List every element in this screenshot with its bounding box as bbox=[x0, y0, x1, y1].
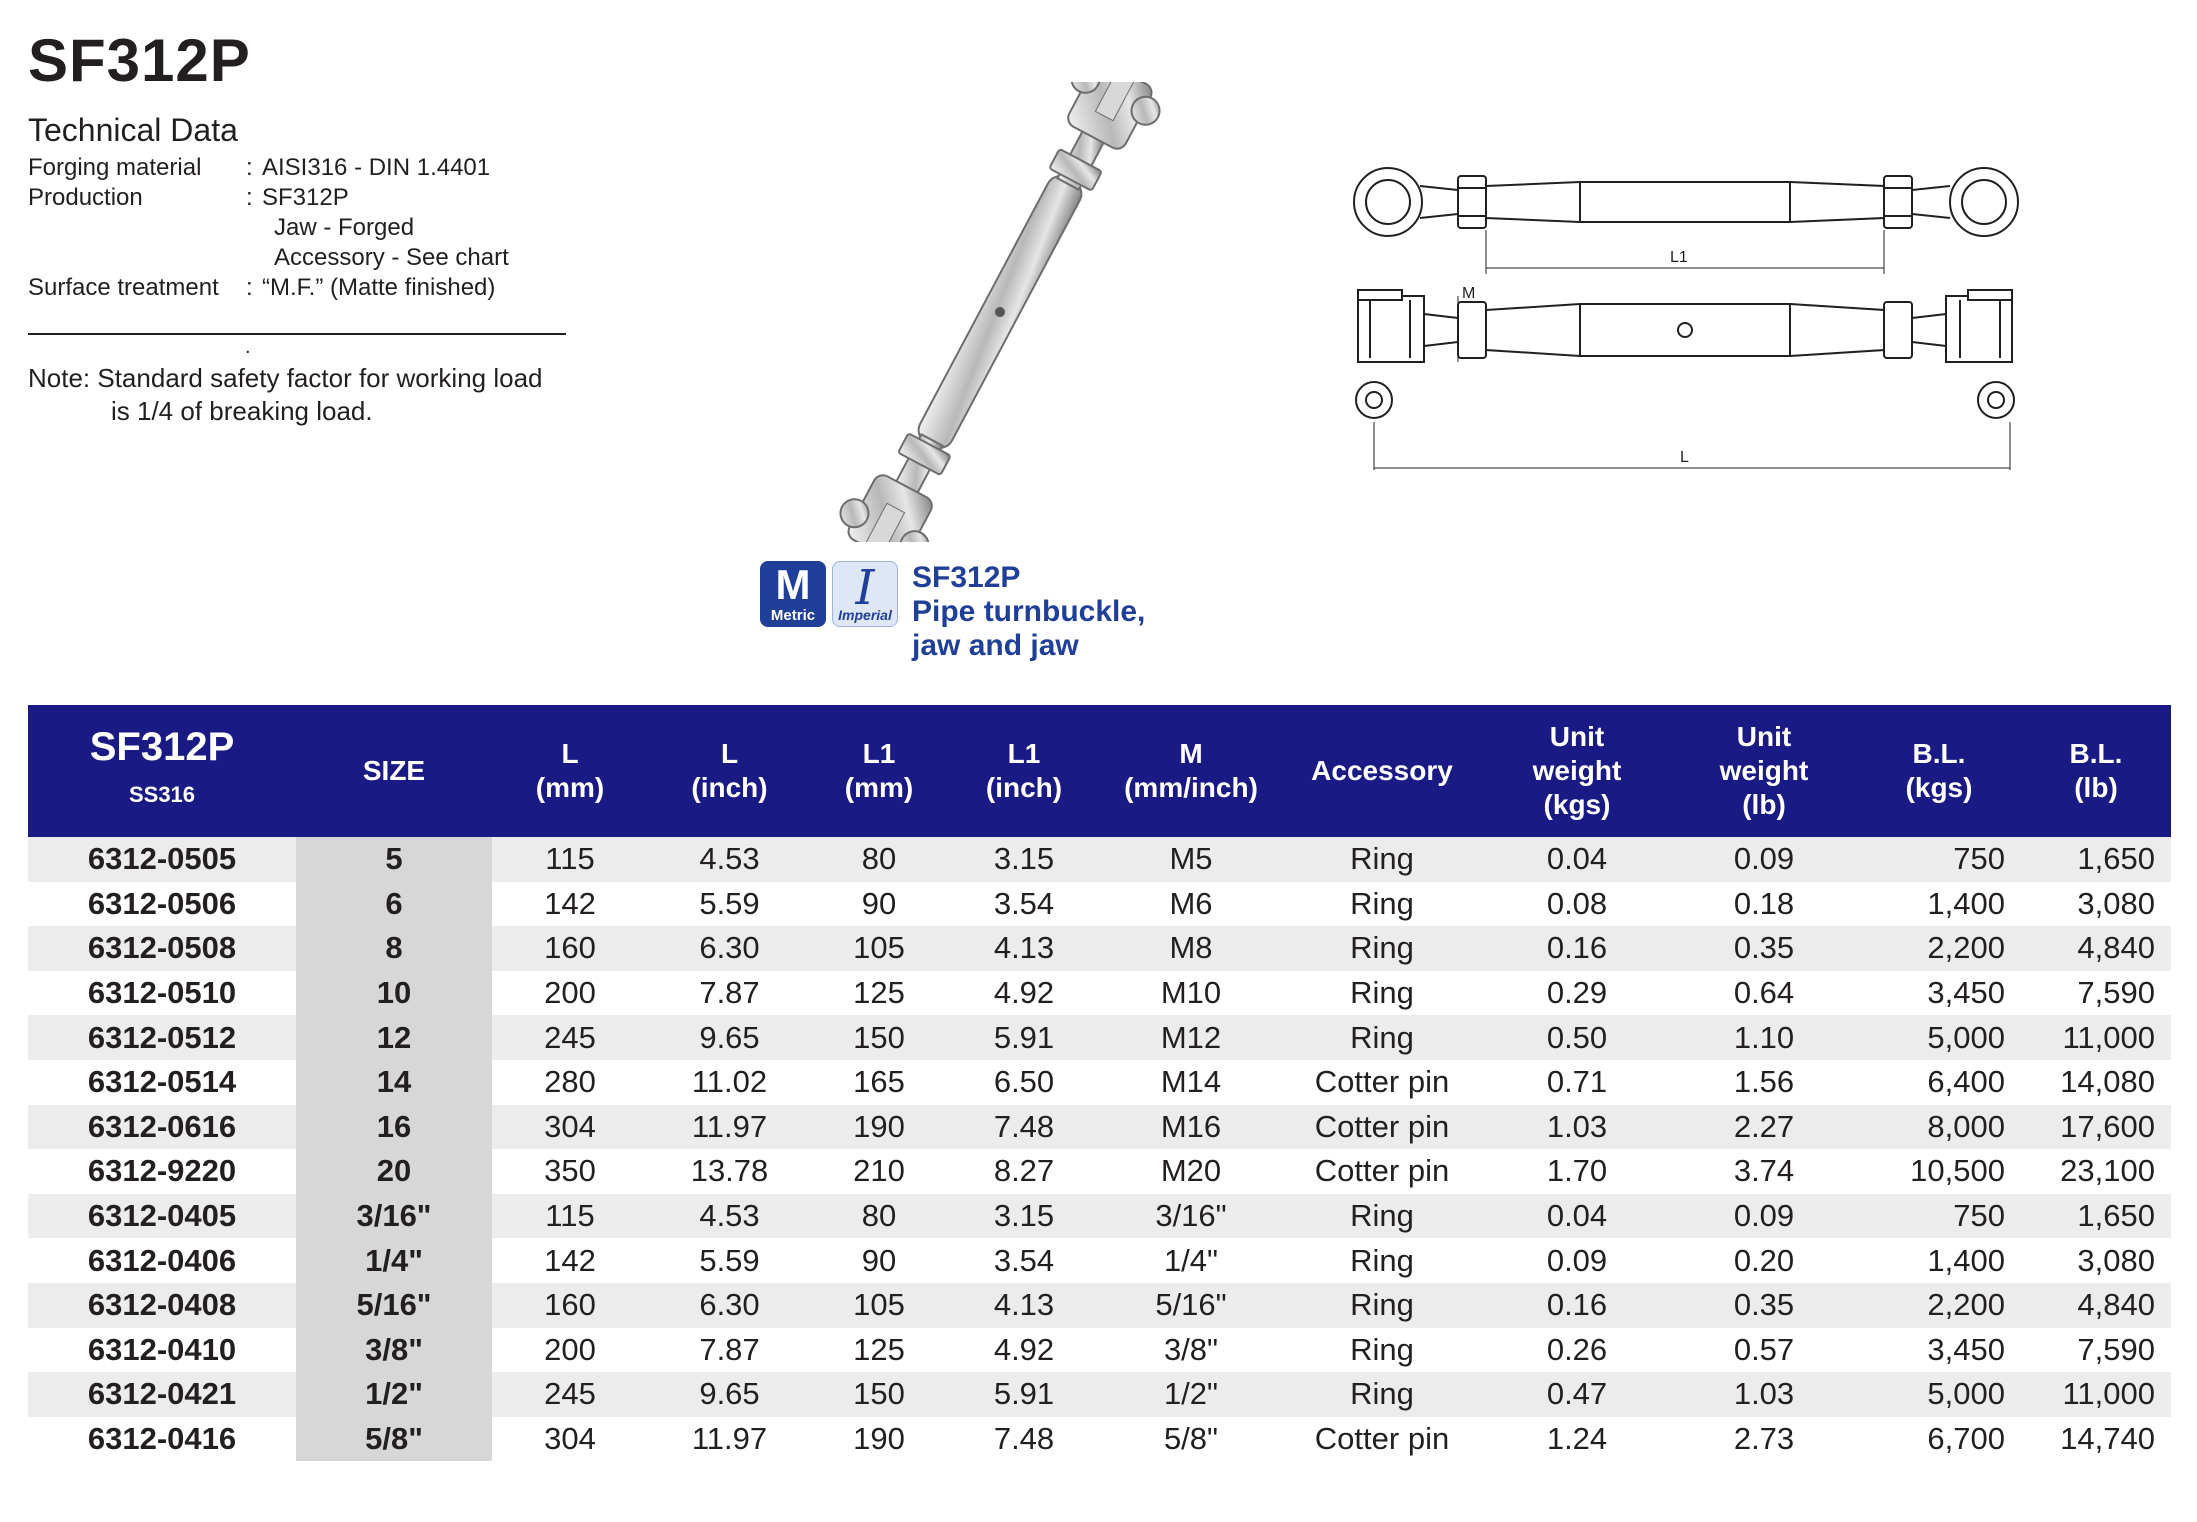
cell-m: M20 bbox=[1101, 1149, 1281, 1194]
table-row bbox=[28, 837, 2171, 882]
cell-m: 5/16" bbox=[1101, 1283, 1281, 1328]
spec-colon: : bbox=[246, 274, 253, 301]
table-row bbox=[28, 1194, 2171, 1239]
cell-l-inch: 11.02 bbox=[648, 1060, 811, 1105]
col-header-uw-lb: Unit weight (lb) bbox=[1671, 705, 1857, 837]
cell-l1-inch: 5.91 bbox=[947, 1015, 1101, 1060]
cell-m: M12 bbox=[1101, 1015, 1281, 1060]
cell-code: 6312-0506 bbox=[28, 882, 296, 927]
cell-l-mm: 304 bbox=[492, 1105, 648, 1150]
table-row bbox=[28, 1238, 2171, 1283]
cell-uw-kgs: 1.70 bbox=[1483, 1149, 1671, 1194]
cell-size: 14 bbox=[296, 1060, 492, 1105]
cell-code: 6312-0406 bbox=[28, 1238, 296, 1283]
cell-code: 6312-0616 bbox=[28, 1105, 296, 1150]
cell-l1-mm: 105 bbox=[811, 926, 947, 971]
cell-bl-kgs: 1,400 bbox=[1857, 1238, 2021, 1283]
metric-badge bbox=[760, 561, 826, 627]
technical-data bbox=[28, 112, 588, 303]
spec-table bbox=[28, 705, 2171, 1461]
cell-m: 3/8" bbox=[1101, 1328, 1281, 1373]
cell-accessory: Cotter pin bbox=[1281, 1417, 1483, 1462]
cell-l-inch: 4.53 bbox=[648, 1194, 811, 1239]
table-row bbox=[28, 1283, 2171, 1328]
cell-size: 1/2" bbox=[296, 1372, 492, 1417]
spec-row-production bbox=[28, 183, 588, 273]
cell-bl-kgs: 3,450 bbox=[1857, 971, 2021, 1016]
cell-l-mm: 115 bbox=[492, 1194, 648, 1239]
cell-l-mm: 142 bbox=[492, 882, 648, 927]
cell-accessory: Ring bbox=[1281, 926, 1483, 971]
cell-uw-kgs: 0.04 bbox=[1483, 1194, 1671, 1239]
cell-m: M8 bbox=[1101, 926, 1281, 971]
cell-l1-mm: 105 bbox=[811, 1283, 947, 1328]
col-header-bl-kgs: B.L. (kgs) bbox=[1857, 705, 2021, 837]
cell-l-mm: 115 bbox=[492, 837, 648, 882]
cell-l-inch: 5.59 bbox=[648, 882, 811, 927]
cell-l1-inch: 7.48 bbox=[947, 1105, 1101, 1150]
spec-value: “M.F.” (Matte finished) bbox=[262, 274, 496, 301]
cell-m: M5 bbox=[1101, 837, 1281, 882]
cell-bl-lb: 4,840 bbox=[2021, 926, 2171, 971]
cell-l1-mm: 80 bbox=[811, 837, 947, 882]
cell-l1-mm: 90 bbox=[811, 1238, 947, 1283]
cell-l1-mm: 190 bbox=[811, 1105, 947, 1150]
cell-l-inch: 9.65 bbox=[648, 1015, 811, 1060]
cell-code: 6312-0508 bbox=[28, 926, 296, 971]
side-view bbox=[1356, 290, 2014, 470]
cell-l-mm: 280 bbox=[492, 1060, 648, 1105]
divider bbox=[28, 333, 566, 335]
cell-accessory: Ring bbox=[1281, 1194, 1483, 1239]
technical-drawing bbox=[1340, 150, 2040, 470]
cell-uw-kgs: 0.47 bbox=[1483, 1372, 1671, 1417]
cell-bl-kgs: 8,000 bbox=[1857, 1105, 2021, 1150]
cell-accessory: Ring bbox=[1281, 837, 1483, 882]
col-header-m: M (mm/inch) bbox=[1101, 705, 1281, 837]
table-body bbox=[28, 837, 2171, 1461]
cell-accessory: Ring bbox=[1281, 1372, 1483, 1417]
cell-code: 6312-0421 bbox=[28, 1372, 296, 1417]
cell-uw-kgs: 1.03 bbox=[1483, 1105, 1671, 1150]
col-header-l-inch: L (inch) bbox=[648, 705, 811, 837]
cell-bl-lb: 3,080 bbox=[2021, 882, 2171, 927]
cell-l-mm: 200 bbox=[492, 1328, 648, 1373]
cell-m: 1/2" bbox=[1101, 1372, 1281, 1417]
cell-l1-inch: 7.48 bbox=[947, 1417, 1101, 1462]
cell-code: 6312-0512 bbox=[28, 1015, 296, 1060]
cell-uw-lb: 1.03 bbox=[1671, 1372, 1857, 1417]
cell-bl-kgs: 10,500 bbox=[1857, 1149, 2021, 1194]
cell-accessory: Ring bbox=[1281, 1283, 1483, 1328]
cell-bl-lb: 3,080 bbox=[2021, 1238, 2171, 1283]
cell-bl-lb: 1,650 bbox=[2021, 1194, 2171, 1239]
table-header-row bbox=[28, 705, 2171, 837]
cell-l-mm: 160 bbox=[492, 926, 648, 971]
note-line-2: is 1/4 of breaking load. bbox=[111, 396, 373, 426]
cell-uw-kgs: 1.24 bbox=[1483, 1417, 1671, 1462]
spec-value: SF312P bbox=[262, 184, 349, 211]
cell-code: 6312-0410 bbox=[28, 1328, 296, 1373]
cell-l1-inch: 8.27 bbox=[947, 1149, 1101, 1194]
cell-l-inch: 6.30 bbox=[648, 1283, 811, 1328]
cell-l1-inch: 4.13 bbox=[947, 1283, 1101, 1328]
table-row bbox=[28, 926, 2171, 971]
cell-uw-lb: 3.74 bbox=[1671, 1149, 1857, 1194]
cell-size: 10 bbox=[296, 971, 492, 1016]
cell-uw-lb: 0.35 bbox=[1671, 1283, 1857, 1328]
cell-bl-kgs: 5,000 bbox=[1857, 1015, 2021, 1060]
cell-uw-kgs: 0.16 bbox=[1483, 1283, 1671, 1328]
cell-bl-lb: 11,000 bbox=[2021, 1015, 2171, 1060]
cell-m: 1/4" bbox=[1101, 1238, 1281, 1283]
cell-l1-mm: 125 bbox=[811, 971, 947, 1016]
table-row bbox=[28, 1060, 2171, 1105]
cell-code: 6312-9220 bbox=[28, 1149, 296, 1194]
cell-bl-lb: 14,740 bbox=[2021, 1417, 2171, 1462]
cell-bl-lb: 23,100 bbox=[2021, 1149, 2171, 1194]
cell-code: 6312-0505 bbox=[28, 837, 296, 882]
cell-size: 5/16" bbox=[296, 1283, 492, 1328]
col-header-code-label: SF312P bbox=[89, 725, 235, 769]
product-badges bbox=[760, 561, 1145, 663]
product-code: SF312P bbox=[912, 561, 1021, 594]
imperial-badge bbox=[832, 561, 898, 627]
product-title bbox=[912, 561, 1145, 663]
cell-bl-kgs: 750 bbox=[1857, 837, 2021, 882]
cell-m: M6 bbox=[1101, 882, 1281, 927]
table-row bbox=[28, 1328, 2171, 1373]
cell-l1-inch: 4.92 bbox=[947, 1328, 1101, 1373]
cell-code: 6312-0408 bbox=[28, 1283, 296, 1328]
cell-uw-lb: 0.18 bbox=[1671, 882, 1857, 927]
product-photo bbox=[740, 82, 1260, 542]
note-line-1: Note: Standard safety factor for working load bbox=[28, 363, 543, 393]
table-row bbox=[28, 1015, 2171, 1060]
cell-code: 6312-0405 bbox=[28, 1194, 296, 1239]
cell-l-mm: 304 bbox=[492, 1417, 648, 1462]
cell-accessory: Ring bbox=[1281, 1238, 1483, 1283]
cell-accessory: Ring bbox=[1281, 1328, 1483, 1373]
table-row bbox=[28, 1372, 2171, 1417]
cell-bl-lb: 7,590 bbox=[2021, 1328, 2171, 1373]
cell-size: 5 bbox=[296, 837, 492, 882]
cell-l-inch: 7.87 bbox=[648, 1328, 811, 1373]
cell-size: 6 bbox=[296, 882, 492, 927]
cell-bl-lb: 14,080 bbox=[2021, 1060, 2171, 1105]
cell-l-mm: 160 bbox=[492, 1283, 648, 1328]
cell-accessory: Ring bbox=[1281, 882, 1483, 927]
cell-l1-mm: 190 bbox=[811, 1417, 947, 1462]
cell-l1-mm: 150 bbox=[811, 1015, 947, 1060]
spec-value: Jaw - Forged bbox=[274, 214, 415, 241]
cell-l1-inch: 3.15 bbox=[947, 1194, 1101, 1239]
cell-l1-inch: 3.15 bbox=[947, 837, 1101, 882]
metric-letter: M bbox=[775, 561, 811, 608]
divider-dot: . bbox=[245, 336, 251, 358]
col-header-accessory: Accessory bbox=[1281, 705, 1483, 837]
spec-colon: : bbox=[246, 154, 253, 181]
spec-row-material bbox=[28, 153, 588, 183]
cell-uw-lb: 0.64 bbox=[1671, 971, 1857, 1016]
cell-bl-kgs: 6,400 bbox=[1857, 1060, 2021, 1105]
cell-l1-inch: 4.92 bbox=[947, 971, 1101, 1016]
col-header-size: SIZE bbox=[296, 705, 492, 837]
col-header-code bbox=[28, 705, 296, 837]
cell-uw-kgs: 0.50 bbox=[1483, 1015, 1671, 1060]
table-row bbox=[28, 971, 2171, 1016]
cell-code: 6312-0416 bbox=[28, 1417, 296, 1462]
table-row bbox=[28, 1149, 2171, 1194]
cell-size: 3/16" bbox=[296, 1194, 492, 1239]
col-header-l1-mm: L1 (mm) bbox=[811, 705, 947, 837]
cell-l1-mm: 210 bbox=[811, 1149, 947, 1194]
product-name-line-2: jaw and jaw bbox=[912, 629, 1079, 662]
spec-label: Production bbox=[28, 184, 143, 211]
cell-bl-kgs: 6,700 bbox=[1857, 1417, 2021, 1462]
cell-l-mm: 142 bbox=[492, 1238, 648, 1283]
cell-uw-lb: 0.57 bbox=[1671, 1328, 1857, 1373]
cell-l-mm: 245 bbox=[492, 1015, 648, 1060]
cell-bl-kgs: 1,400 bbox=[1857, 882, 2021, 927]
cell-uw-kgs: 0.16 bbox=[1483, 926, 1671, 971]
table-row bbox=[28, 1105, 2171, 1150]
cell-size: 8 bbox=[296, 926, 492, 971]
safety-note bbox=[28, 362, 543, 428]
product-name-line-1: Pipe turnbuckle, bbox=[912, 595, 1146, 628]
imperial-label: Imperial bbox=[838, 607, 892, 623]
cell-uw-lb: 0.20 bbox=[1671, 1238, 1857, 1283]
cell-l1-inch: 3.54 bbox=[947, 882, 1101, 927]
spec-value: AISI316 - DIN 1.4401 bbox=[262, 154, 491, 181]
cell-l1-inch: 4.13 bbox=[947, 926, 1101, 971]
cell-m: M14 bbox=[1101, 1060, 1281, 1105]
cell-l-inch: 13.78 bbox=[648, 1149, 811, 1194]
spec-value: Accessory - See chart bbox=[274, 244, 509, 271]
table-row bbox=[28, 1417, 2171, 1462]
m-label: M bbox=[1462, 285, 1476, 302]
col-header-l-mm: L (mm) bbox=[492, 705, 648, 837]
cell-accessory: Ring bbox=[1281, 971, 1483, 1016]
spec-label: Forging material bbox=[28, 154, 202, 181]
l1-label: L1 bbox=[1670, 249, 1688, 266]
cell-bl-lb: 17,600 bbox=[2021, 1105, 2171, 1150]
cell-uw-lb: 1.56 bbox=[1671, 1060, 1857, 1105]
cell-l-mm: 350 bbox=[492, 1149, 648, 1194]
cell-accessory: Cotter pin bbox=[1281, 1060, 1483, 1105]
col-header-uw-kgs: Unit weight (kgs) bbox=[1483, 705, 1671, 837]
cell-accessory: Ring bbox=[1281, 1015, 1483, 1060]
l-label: L bbox=[1680, 449, 1689, 466]
cell-l-inch: 7.87 bbox=[648, 971, 811, 1016]
cell-size: 3/8" bbox=[296, 1328, 492, 1373]
cell-size: 16 bbox=[296, 1105, 492, 1150]
imperial-letter: I bbox=[855, 560, 875, 616]
cell-l1-inch: 3.54 bbox=[947, 1238, 1101, 1283]
table-row bbox=[28, 882, 2171, 927]
cell-l-inch: 6.30 bbox=[648, 926, 811, 971]
cell-uw-lb: 0.09 bbox=[1671, 837, 1857, 882]
cell-uw-kgs: 0.29 bbox=[1483, 971, 1671, 1016]
cell-l1-mm: 125 bbox=[811, 1328, 947, 1373]
cell-l-mm: 200 bbox=[492, 971, 648, 1016]
cell-uw-lb: 2.73 bbox=[1671, 1417, 1857, 1462]
cell-l1-inch: 5.91 bbox=[947, 1372, 1101, 1417]
cell-size: 20 bbox=[296, 1149, 492, 1194]
page-title: SF312P bbox=[28, 27, 251, 94]
cell-uw-lb: 0.35 bbox=[1671, 926, 1857, 971]
spec-label: Surface treatment bbox=[28, 274, 219, 301]
cell-l1-mm: 90 bbox=[811, 882, 947, 927]
cell-uw-lb: 1.10 bbox=[1671, 1015, 1857, 1060]
cell-bl-kgs: 2,200 bbox=[1857, 1283, 2021, 1328]
cell-l-mm: 245 bbox=[492, 1372, 648, 1417]
cell-m: 5/8" bbox=[1101, 1417, 1281, 1462]
cell-accessory: Cotter pin bbox=[1281, 1105, 1483, 1150]
cell-m: M16 bbox=[1101, 1105, 1281, 1150]
cell-l-inch: 9.65 bbox=[648, 1372, 811, 1417]
cell-uw-lb: 2.27 bbox=[1671, 1105, 1857, 1150]
cell-l1-inch: 6.50 bbox=[947, 1060, 1101, 1105]
cell-size: 1/4" bbox=[296, 1238, 492, 1283]
cell-l-inch: 4.53 bbox=[648, 837, 811, 882]
col-header-l1-inch: L1 (inch) bbox=[947, 705, 1101, 837]
spec-colon: : bbox=[246, 184, 253, 211]
cell-code: 6312-0510 bbox=[28, 971, 296, 1016]
cell-l1-mm: 165 bbox=[811, 1060, 947, 1105]
cell-l1-mm: 80 bbox=[811, 1194, 947, 1239]
cell-l1-mm: 150 bbox=[811, 1372, 947, 1417]
cell-bl-lb: 4,840 bbox=[2021, 1283, 2171, 1328]
cell-uw-kgs: 0.26 bbox=[1483, 1328, 1671, 1373]
technical-data-heading: Technical Data bbox=[28, 112, 238, 148]
cell-bl-kgs: 5,000 bbox=[1857, 1372, 2021, 1417]
cell-uw-kgs: 0.09 bbox=[1483, 1238, 1671, 1283]
col-header-code-sub: SS316 bbox=[128, 782, 196, 807]
spec-row-surface bbox=[28, 273, 588, 303]
cell-bl-lb: 11,000 bbox=[2021, 1372, 2171, 1417]
cell-uw-kgs: 0.71 bbox=[1483, 1060, 1671, 1105]
cell-bl-lb: 1,650 bbox=[2021, 837, 2171, 882]
cell-uw-kgs: 0.08 bbox=[1483, 882, 1671, 927]
cell-accessory: Cotter pin bbox=[1281, 1149, 1483, 1194]
cell-bl-kgs: 3,450 bbox=[1857, 1328, 2021, 1373]
cell-l-inch: 5.59 bbox=[648, 1238, 811, 1283]
cell-l-inch: 11.97 bbox=[648, 1417, 811, 1462]
cell-uw-lb: 0.09 bbox=[1671, 1194, 1857, 1239]
cell-bl-kgs: 2,200 bbox=[1857, 926, 2021, 971]
metric-label: Metric bbox=[770, 607, 816, 624]
col-header-bl-lb: B.L. (lb) bbox=[2021, 705, 2171, 837]
cell-code: 6312-0514 bbox=[28, 1060, 296, 1105]
cell-size: 5/8" bbox=[296, 1417, 492, 1462]
cell-size: 12 bbox=[296, 1015, 492, 1060]
cell-bl-kgs: 750 bbox=[1857, 1194, 2021, 1239]
cell-l-inch: 11.97 bbox=[648, 1105, 811, 1150]
cell-bl-lb: 7,590 bbox=[2021, 971, 2171, 1016]
cell-m: 3/16" bbox=[1101, 1194, 1281, 1239]
cell-uw-kgs: 0.04 bbox=[1483, 837, 1671, 882]
cell-m: M10 bbox=[1101, 971, 1281, 1016]
